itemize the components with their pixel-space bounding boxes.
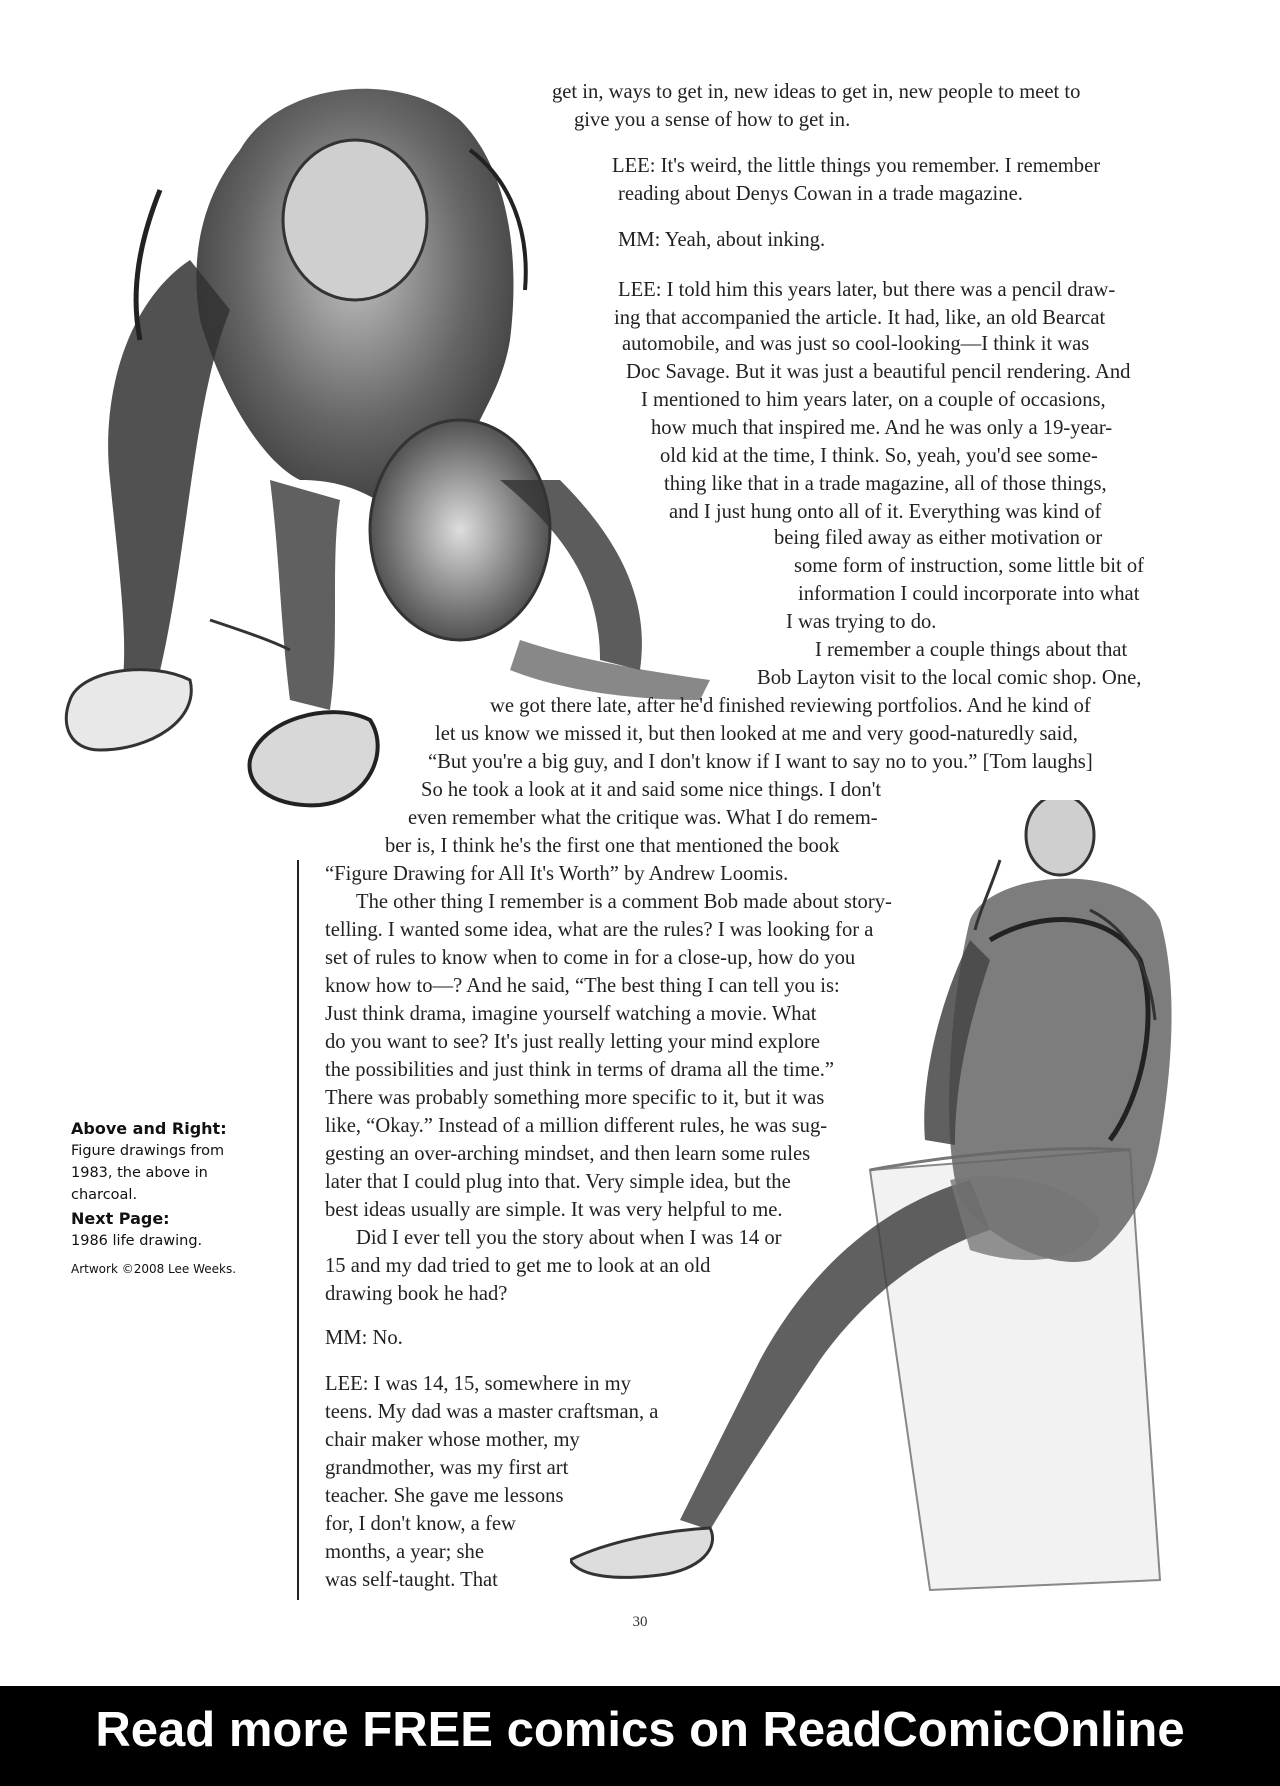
text-line: teens. My dad was a master craftsman, a [325,1401,659,1423]
text-line: teacher. She gave me lessons [325,1485,564,1507]
text-line: LEE: I was 14, 15, somewhere in my [325,1373,631,1395]
text-line: grandmother, was my first art [325,1457,569,1479]
text-line: thing like that in a trade magazine, all of those things, [664,473,1107,495]
caption-text: 1986 life drawing. [71,1233,203,1249]
text-line: do you want to see? It's just really letting your mind explore [325,1031,820,1053]
text-line: set of rules to know when to come in for a close-up, how do you [325,947,856,969]
text-line: “Figure Drawing for All It's Worth” by Andrew Loomis. [325,863,789,885]
text-line: months, a year; she [325,1541,484,1563]
text-line: some form of instruction, some little bit of [794,555,1145,577]
text-line: ber is, I think he's the first one that mentioned the book [385,835,840,857]
text-line: even remember what the critique was. What I do remem- [408,807,878,829]
text-line: I remember a couple things about that [815,639,1128,661]
text-line: I mentioned to him years later, on a couple of occasions, [641,389,1106,411]
text-line: gesting an over-arching mindset, and then learn some rules [325,1143,811,1165]
text-line: and I just hung onto all of it. Everything was kind of [669,501,1102,523]
text-line: drawing book he had? [325,1283,508,1305]
promo-banner-text[interactable]: Read more FREE comics on ReadComicOnline [95,1703,1185,1757]
text-line: telling. I wanted some idea, what are the rules? I was looking for a [325,919,874,941]
text-line: being filed away as either motivation or [774,527,1103,549]
text-line: get in, ways to get in, new ideas to get in, new people to meet to [552,81,1081,103]
caption-heading: Above and Right: [71,1119,227,1138]
column-divider [297,860,299,1600]
text-line: Did I ever tell you the story about when I was 14 or [356,1227,782,1249]
text-line: 15 and my dad tried to get me to look at an old [325,1255,711,1277]
caption-credit: Artwork ©2008 Lee Weeks. [71,1262,237,1276]
text-line: Just think drama, imagine yourself watching a movie. What [325,1003,817,1025]
caption-text: Figure drawings from 1983, the above in charcoal. [71,1143,225,1203]
text-line: Doc Savage. But it was just a beautiful pencil rendering. And [626,361,1131,383]
text-line: information I could incorporate into what [798,583,1140,605]
text-line: I was trying to do. [786,611,937,633]
text-line: MM: No. [325,1327,403,1349]
text-line: old kid at the time, I think. So, yeah, you'd see some- [660,445,1098,467]
text-line: Bob Layton visit to the local comic shop. One, [757,667,1142,689]
text-line: the possibilities and just think in terms of drama all the time.” [325,1059,835,1081]
page-number: 30 [632,1614,648,1630]
text-line: LEE: I told him this years later, but there was a pencil draw- [618,279,1116,301]
text-line: was self-taught. That [325,1569,498,1591]
text-line: So he took a look at it and said some nice things. I don't [421,779,882,801]
text-line: like, “Okay.” Instead of a million different rules, he was sug- [325,1115,828,1137]
text-line: ing that accompanied the article. It had, like, an old Bearcat [614,307,1106,329]
text-line: LEE: It's weird, the little things you remember. I remember [612,155,1101,177]
text-line: later that I could plug into that. Very simple idea, but the [325,1171,791,1193]
caption-block [71,1118,261,1278]
text-line: There was probably something more specific to it, but it was [325,1087,825,1109]
caption-heading: Next Page: [71,1209,170,1228]
text-line: let us know we missed it, but then looked at me and very good-naturedly said, [435,723,1078,745]
text-line: how much that inspired me. And he was only a 19-year- [651,417,1113,439]
text-line: best ideas usually are simple. It was very helpful to me. [325,1199,783,1221]
text-line: give you a sense of how to get in. [574,109,851,131]
text-line: MM: Yeah, about inking. [618,229,826,251]
text-line: know how to—? And he said, “The best thing I can tell you is: [325,975,840,997]
text-line: “But you're a big guy, and I don't know if I want to say no to you.” [Tom laughs] [428,751,1093,773]
text-line: we got there late, after he'd finished reviewing portfolios. And he kind of [490,695,1091,717]
text-line: The other thing I remember is a comment Bob made about story- [356,891,892,913]
text-line: for, I don't know, a few [325,1513,516,1535]
text-line: automobile, and was just so cool-looking—I think it was [622,333,1090,355]
text-line: reading about Denys Cowan in a trade magazine. [618,183,1023,205]
text-line: chair maker whose mother, my [325,1429,580,1451]
